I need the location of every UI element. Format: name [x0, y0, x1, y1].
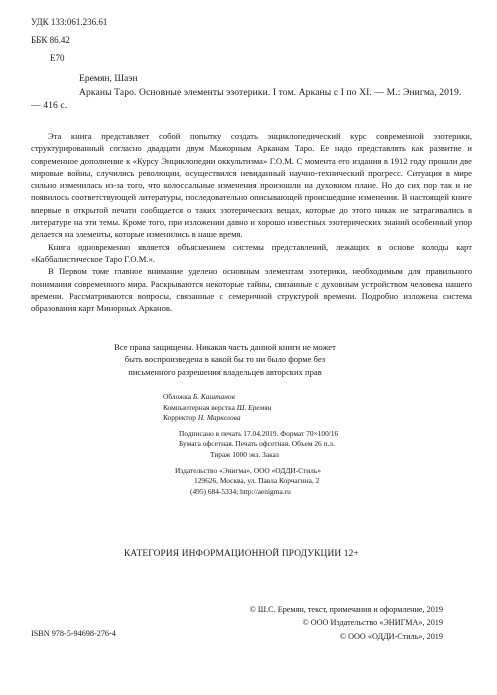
bbk-code: ББК 86.42	[31, 35, 70, 45]
udk-code: УДК 133:061.236.61	[31, 17, 108, 27]
proofreader-label: Корректор	[163, 413, 196, 423]
copyright-line: © ООО «ОДДИ-Стиль», 2019	[339, 631, 443, 641]
copyright-holders	[250, 603, 443, 643]
notice-line: письменного разрешения владельцев авторских прав	[128, 366, 322, 377]
copyright-line: © Ш.С. Еремян, текст, примечания и оформление, 2019	[249, 605, 443, 614]
rights-reserved-notice	[90, 341, 360, 378]
print-run: Тираж 1000 экз. Заказ	[210, 449, 279, 459]
publisher: Издательство «Энигма», ООО «ОДДИ-Стиль»	[175, 465, 321, 475]
notice-line: Все права защищены. Никакая часть данной книги не может	[114, 342, 336, 352]
credits	[163, 392, 403, 497]
layout-credit	[163, 403, 403, 414]
notice-line: быть воспроизведена в какой бы то ни было форме без	[124, 354, 326, 365]
layout-designer: Ш. Еремян	[236, 402, 272, 412]
age-category: КАТЕГОРИЯ ИНФОРМАЦИОННОЙ ПРОДУКЦИИ 12+	[124, 549, 359, 559]
cover-label: Обложка	[163, 392, 191, 401]
publisher-address: 129626, Москва, ул. Павла Корчагина, 2	[194, 476, 320, 486]
isbn: ISBN 978-5-94698-276-4	[31, 629, 116, 638]
proofreader-credit	[163, 413, 403, 424]
annotation	[31, 130, 472, 314]
cover-designer: Б. Каштанов	[192, 392, 235, 401]
annotation-paragraph: Эта книга представляет собой попытку создать энциклопедический курс современной эзотерики, структурированный согласно двадцати двум Мажорным Арканам Таро. Ее надо представлять как развитие и современное дополнение к «Курсу Энциклопедии оккультизма» Г.О.М. С момента его издания в 1912 году прошли две мировые войны, случились революции, осуществился невиданный научно-технический прогресс. Ситуация в мире сильно изменилась из-за того, что колоссальные изменения произошли на духовном плане. Но до сих пор так и не появилось соответствующей литературы, последовательно описывающей происшедшие изменения. В настоящей книге впервые в открытой печати сообщается о таких эзотерических вещах, которые до этого никак не затрагивались в литературе на эти темы. Кроме того, при изложении давно и хорошо известных эзотерических знаний особенный упор делается на элементы, которые изменились в наше время.	[31, 131, 472, 240]
publisher-contacts: (495) 684-5334; http://aenigma.ru	[190, 486, 291, 496]
paper-info: Бумага офсетная. Печать офсетная. Объем 26 п.л.	[179, 439, 335, 449]
layout-label: Компьютерная верстка	[163, 402, 235, 412]
author-mark: Е70	[50, 53, 65, 63]
bibliographic-description: Арканы Таро. Основные элементы эзотерики. I том. Арканы с I по XI. — М.: Энигма, 2019. — 416 с.	[31, 87, 462, 111]
copyright-line: © ООО Издательство «ЭНИГМА», 2019	[302, 618, 443, 628]
annotation-paragraph: В Первом томе главное внимание уделено основным элементам эзотерики, необходимым для правильного понимания современного мира. Раскрываются некоторые тайны, связанные с духовным устройством человека нашего времени. Рассматриваются вопросы, связанные с семеричной структурой времени. Подробно изложена система образования карт Минорных Арканов.	[31, 266, 472, 314]
cover-credit	[163, 392, 403, 403]
author-name: Еремян, Шаэн	[79, 73, 138, 84]
bibliographic-record	[31, 73, 471, 112]
annotation-paragraph: Книга одновременно является объяснением системы представлений, лежащих в основе колоды карт «Каббалистическое Таро Г.О.М.».	[31, 241, 472, 264]
proofreader-name: Н. Маркелова	[197, 413, 241, 423]
print-signed: Подписано в печать 17.04.2019. Формат 70×100/16	[179, 428, 339, 438]
